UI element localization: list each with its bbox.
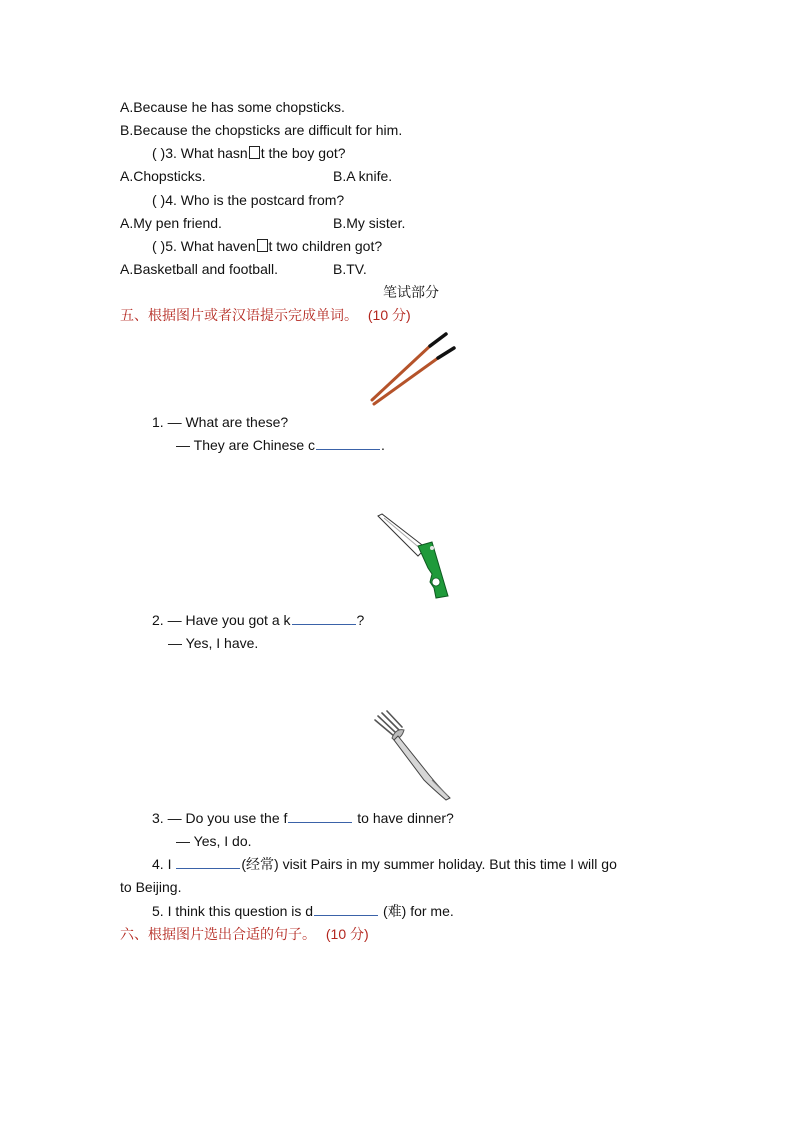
q4-text: 4. Who is the postcard from? [165,192,345,208]
section5-heading [120,306,411,324]
answer-paren: ( ) [152,145,166,161]
s5-q3-line1 [152,809,454,827]
s5-q4-line1 [152,855,617,873]
s5-q5 [152,902,454,920]
q5-option-a: A.Basketball and football. [120,261,278,277]
q4-option-a: A.My pen friend. [120,215,222,231]
s5-q3-text-post: to have dinner? [353,810,454,826]
missing-glyph-box [257,239,268,252]
q3-option-b: B.A knife. [333,168,393,184]
s5-q2-text: 2. — Have you got a k [152,612,291,628]
section5-points: (10 分) [367,307,411,323]
answer-blank[interactable] [314,903,378,916]
q3-text-post: t the boy got? [260,145,346,161]
q5-text-post: t two children got? [268,238,383,254]
q5-text-pre: 5. What haven [165,238,256,254]
section6-points: (10 分) [325,926,369,942]
section6-heading [120,925,369,943]
s5-q2-line2: — Yes, I have. [168,635,259,651]
q5-question [152,237,382,255]
s5-q4-text-post: (经常) visit Pairs in my summer holiday. But this time I will go [241,856,617,872]
s5-q1-line2 [176,436,385,454]
s5-q1-line1: 1. — What are these? [152,414,289,430]
q2-option-b: B.Because the chopsticks are difficult for him. [120,122,403,138]
q3-option-a: A.Chopsticks. [120,168,206,184]
s5-q2-line1 [152,611,364,629]
answer-blank[interactable] [288,810,352,823]
s5-q4-text: 4. I [152,856,176,872]
s5-q5-text: 5. I think this question is d [152,903,314,919]
q4-option-b: B.My sister. [333,215,406,231]
missing-glyph-box [249,146,260,159]
answer-blank[interactable] [316,437,380,450]
answer-blank[interactable] [176,856,240,869]
q4-question [152,191,344,209]
q3-question [152,144,346,162]
written-part-title: 笔试部分 [383,284,439,300]
s5-q5-text-post: (难) for me. [379,903,454,919]
q5-option-b: B.TV. [333,261,367,277]
chopsticks-picture [366,332,458,406]
answer-paren: ( ) [152,192,166,208]
answer-paren: ( ) [152,238,166,254]
fork-picture [372,710,456,802]
section5-title: 五、根据图片或者汉语提示完成单词。 [120,307,358,323]
s5-q1-text: — They are Chinese c [176,437,316,453]
section6-title: 六、根据图片选出合适的句子。 [120,926,316,942]
knife-picture [374,512,454,604]
s5-q3-line2: — Yes, I do. [176,833,252,849]
s5-q2-punct: ? [356,612,365,628]
q3-text-pre: 3. What hasn [165,145,248,161]
q2-option-a: A.Because he has some chopsticks. [120,99,345,115]
answer-blank[interactable] [292,612,356,625]
s5-q4-line2: to Beijing. [120,879,182,895]
s5-q1-punct: . [381,437,385,453]
s5-q3-text: 3. — Do you use the f [152,810,288,826]
